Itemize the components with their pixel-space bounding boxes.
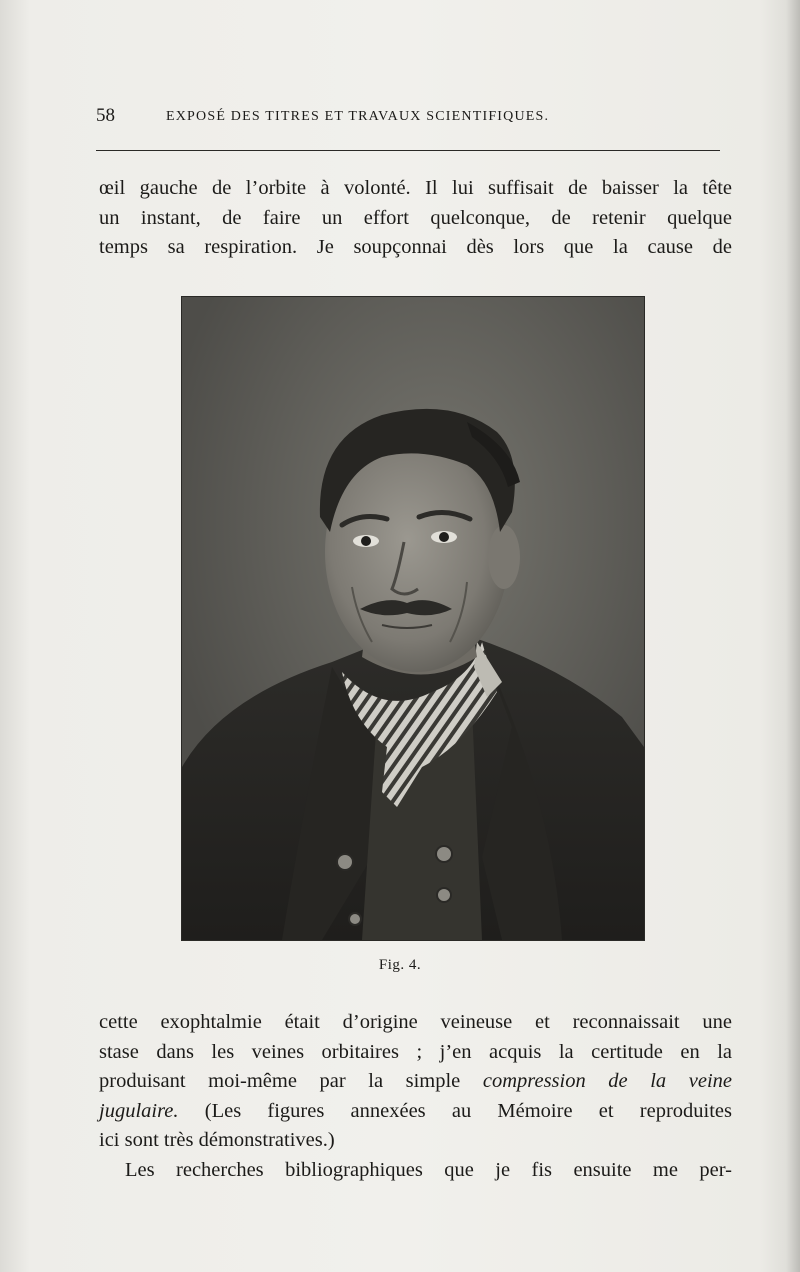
portrait-photograph xyxy=(181,296,645,941)
text-line: Les recherches bibliographiques que je fis ensuite me per- xyxy=(125,1158,732,1181)
italic-run: jugulaire. xyxy=(99,1099,179,1122)
text-run: (Les figures annexées au Mémoire et reproduites xyxy=(178,1099,732,1122)
page-header xyxy=(96,105,720,131)
text-line: stase dans les veines orbitaires ; j’en acquis la certitude en la xyxy=(99,1040,732,1063)
text-line-mixed xyxy=(99,1097,732,1127)
bottom-paragraph xyxy=(99,1008,732,1185)
text-line: ici sont très démonstratives.) xyxy=(99,1129,335,1151)
text-run: produisant moi-même par la simple xyxy=(99,1070,483,1092)
page-number: 58 xyxy=(96,105,115,126)
running-head: EXPOSÉ DES TITRES ET TRAVAUX SCIENTIFIQUES. xyxy=(166,109,550,124)
text-line: un instant, de faire un effort quelconque, de retenir quelque xyxy=(99,206,732,229)
top-paragraph xyxy=(99,174,732,263)
text-line-mixed xyxy=(99,1067,732,1097)
text-line: cette exophtalmie était d’origine veineuse et reconnaissait une xyxy=(99,1011,732,1033)
header-rule xyxy=(96,150,720,151)
text-line: temps sa respiration. Je soupçonnai dès lors que la cause de xyxy=(99,236,732,258)
portrait-illustration xyxy=(182,297,644,940)
italic-run: compression de la veine xyxy=(482,1070,732,1092)
page-edge-shadow xyxy=(786,0,800,1272)
figure-caption: Fig. 4. xyxy=(378,957,422,973)
text-line: œil gauche de l’orbite à volonté. Il lui suffisait de baisser la tête xyxy=(99,177,732,199)
